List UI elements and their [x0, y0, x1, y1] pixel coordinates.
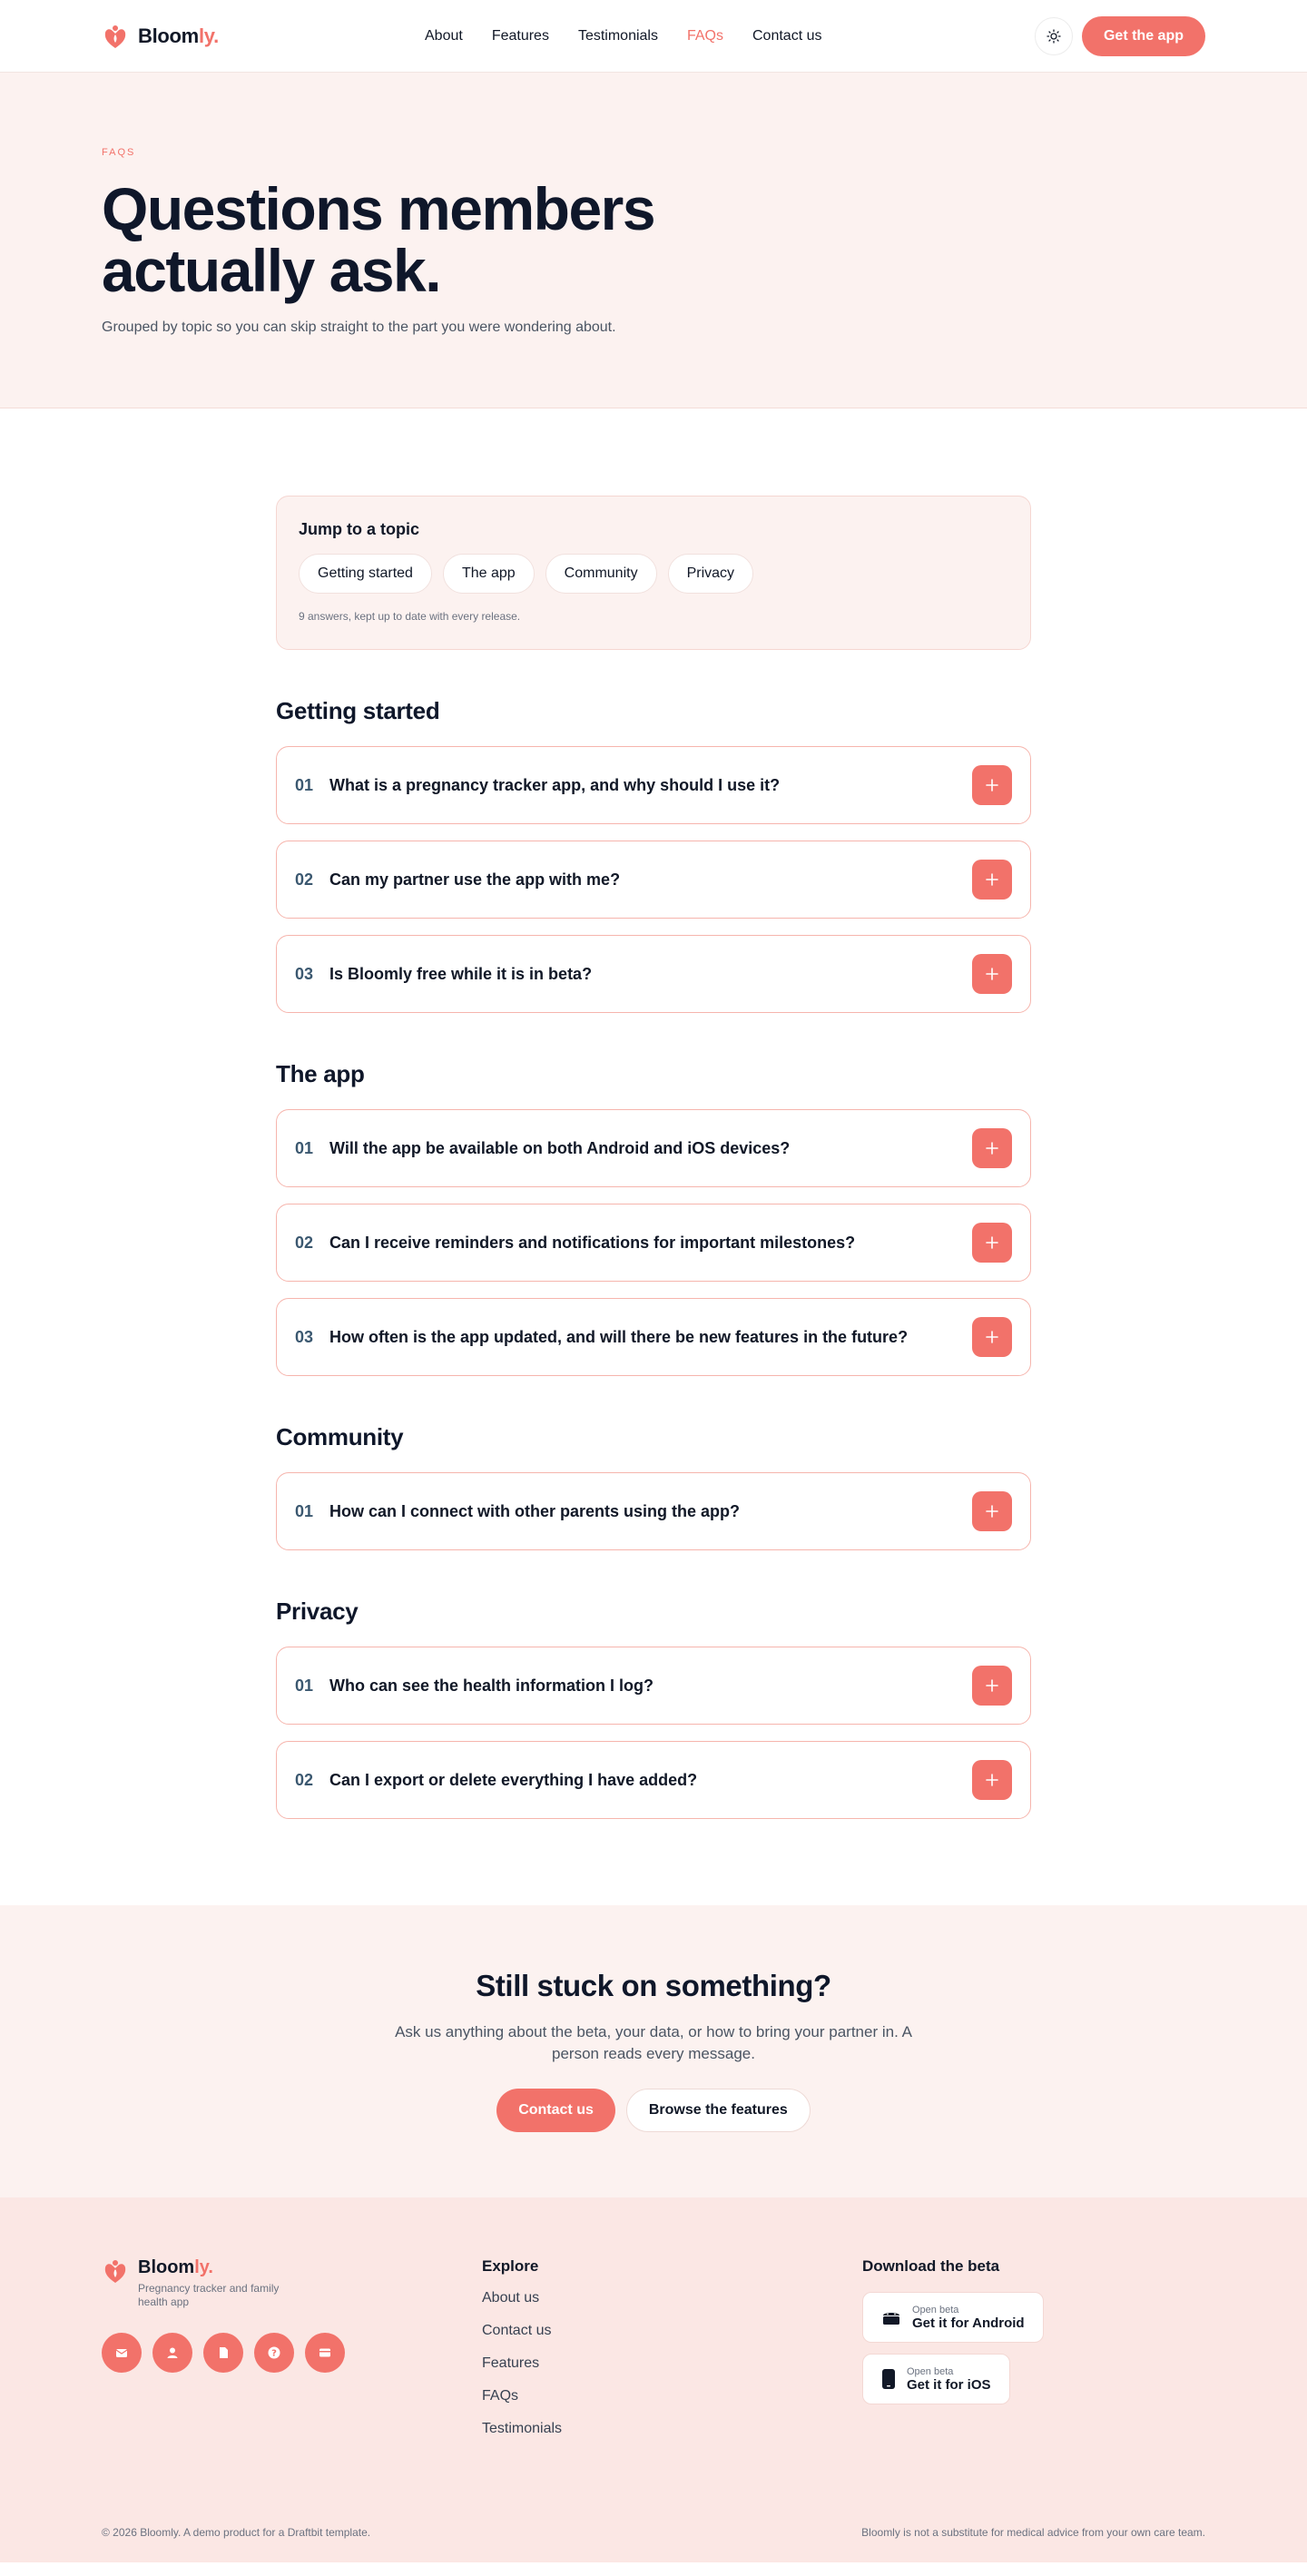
- faq-item[interactable]: [276, 1298, 1031, 1376]
- footer-link-about[interactable]: About us: [482, 2290, 540, 2306]
- footer-link-testimonials[interactable]: Testimonials: [482, 2421, 563, 2436]
- theme-toggle-button[interactable]: [1035, 17, 1073, 55]
- faq-number: 01: [295, 1676, 314, 1695]
- plus-icon: [986, 1236, 998, 1249]
- expand-button[interactable]: [972, 1317, 1012, 1357]
- faq-question: Can I receive reminders and notifications for important milestones?: [329, 1233, 856, 1252]
- nav-testimonials[interactable]: Testimonials: [577, 28, 658, 44]
- faq-question: Will the app be available on both Android and iOS devices?: [329, 1138, 791, 1157]
- faq-item[interactable]: [276, 1472, 1031, 1550]
- faq-question: Can I export or delete everything I have added?: [329, 1770, 698, 1789]
- faq-question: How often is the app updated, and will there be new features in the future?: [329, 1327, 909, 1346]
- chip-privacy[interactable]: Privacy: [668, 554, 753, 594]
- expand-button[interactable]: [972, 765, 1012, 805]
- plus-icon: [986, 968, 998, 980]
- faq-list: [276, 746, 1031, 1013]
- faq-group-title: The app: [276, 1060, 365, 1087]
- nav-contact[interactable]: Contact us: [752, 28, 822, 44]
- ios-small-label: Open beta: [907, 2365, 954, 2377]
- faq-question: What is a pregnancy tracker app, and why should I use it?: [329, 775, 781, 794]
- expand-button[interactable]: [972, 1128, 1012, 1168]
- chip-community[interactable]: Community: [545, 554, 657, 594]
- nav-about[interactable]: About: [425, 28, 463, 44]
- download-heading: Download the beta: [862, 2257, 1000, 2275]
- mail-icon: [114, 2345, 129, 2360]
- faq-number: 01: [295, 1501, 314, 1520]
- site-footer: [0, 2197, 1307, 2562]
- faq-number: 02: [295, 1233, 314, 1252]
- ios-label: Get it for iOS: [907, 2376, 991, 2393]
- browse-features-button[interactable]: Browse the features: [626, 2089, 811, 2132]
- android-label: Get it for Android: [912, 2315, 1025, 2331]
- bloomly-logo-icon: [102, 23, 129, 50]
- sun-icon: [1047, 29, 1061, 44]
- svg-text:?: ?: [271, 2348, 277, 2359]
- faq-number: 03: [295, 1327, 314, 1346]
- faq-item[interactable]: [276, 1109, 1031, 1187]
- android-icon: [881, 2308, 901, 2326]
- jump-note: 9 answers, kept up to date with every release.: [299, 610, 521, 623]
- social-links: [102, 2333, 482, 2373]
- medical-disclaimer: Bloomly is not a substitute for medical advice from your own care team.: [861, 2526, 1205, 2539]
- expand-button[interactable]: [972, 1491, 1012, 1531]
- android-small-label: Open beta: [912, 2304, 959, 2315]
- faq-item[interactable]: [276, 841, 1031, 919]
- expand-button[interactable]: [972, 954, 1012, 994]
- chip-the-app[interactable]: The app: [443, 554, 535, 594]
- hero-section: [0, 73, 1307, 408]
- page-title: Questions members actually ask.: [102, 175, 655, 304]
- plus-icon: [986, 779, 998, 791]
- faq-group-title: Getting started: [276, 697, 440, 724]
- user-icon: [165, 2345, 180, 2360]
- faq-number: 02: [295, 1770, 314, 1789]
- faq-group-title: Community: [276, 1423, 404, 1450]
- faq-item[interactable]: [276, 935, 1031, 1013]
- faq-question: Who can see the health information I log?: [329, 1676, 654, 1695]
- footer-link-features[interactable]: Features: [482, 2355, 540, 2371]
- faq-list: [276, 1472, 1031, 1550]
- hero-subtitle: Grouped by topic so you can skip straight to the part you were wondering about.: [102, 320, 616, 335]
- social-card[interactable]: [305, 2333, 345, 2373]
- faq-number: 01: [295, 775, 314, 794]
- faq-number: 03: [295, 964, 314, 983]
- cta-text: Ask us anything about the beta, your data, or how to bring your partner in. A person reads every message.: [395, 2023, 912, 2062]
- faq-group: [276, 697, 1031, 1013]
- chip-getting-started[interactable]: Getting started: [299, 554, 432, 594]
- expand-button[interactable]: [972, 1666, 1012, 1706]
- social-document[interactable]: [203, 2333, 243, 2373]
- plus-icon: [986, 873, 998, 886]
- explore-links: [482, 2288, 862, 2439]
- faq-list: [276, 1109, 1031, 1376]
- plus-icon: [986, 1774, 998, 1786]
- help-icon: [267, 2345, 281, 2360]
- faq-group: [276, 1060, 1031, 1376]
- document-icon: [216, 2345, 231, 2360]
- contact-cta-section: [0, 1905, 1307, 2197]
- faq-group: [276, 1598, 1031, 1819]
- faq-main: [276, 408, 1031, 1905]
- faq-question: Can my partner use the app with me?: [329, 870, 621, 889]
- expand-button[interactable]: [972, 860, 1012, 900]
- site-header: [0, 0, 1307, 73]
- footer-link-contact[interactable]: Contact us: [482, 2323, 552, 2338]
- android-download-button[interactable]: [862, 2292, 1044, 2343]
- faq-list: [276, 1647, 1031, 1819]
- ios-download-button[interactable]: [862, 2354, 1010, 2404]
- faq-group: [276, 1423, 1031, 1550]
- card-icon: [318, 2345, 332, 2360]
- faq-question: Is Bloomly free while it is in beta?: [329, 964, 593, 983]
- topic-chips: [299, 554, 1008, 594]
- plus-icon: [986, 1679, 998, 1692]
- cta-title: Still stuck on something?: [476, 1969, 831, 2002]
- footer-tagline: Pregnancy tracker and family health app: [138, 2282, 280, 2308]
- bloomly-logo-icon: [102, 2257, 129, 2285]
- faq-item[interactable]: [276, 746, 1031, 824]
- faq-item[interactable]: [276, 1741, 1031, 1819]
- footer-brand-name: Bloomly.: [138, 2257, 213, 2277]
- hero-eyebrow: FAQS: [102, 147, 136, 158]
- plus-icon: [986, 1142, 998, 1155]
- jump-title: Jump to a topic: [299, 520, 420, 538]
- social-user[interactable]: [152, 2333, 192, 2373]
- faq-question: How can I connect with other parents using the app?: [329, 1501, 741, 1520]
- faq-number: 02: [295, 870, 314, 889]
- plus-icon: [986, 1505, 998, 1518]
- faq-number: 01: [295, 1138, 314, 1157]
- footer-brand[interactable]: [102, 2257, 482, 2309]
- footer-link-faqs[interactable]: FAQs: [482, 2388, 519, 2404]
- faq-item[interactable]: [276, 1204, 1031, 1282]
- phone-icon: [881, 2368, 896, 2390]
- main-nav: [425, 0, 821, 73]
- nav-features[interactable]: Features: [491, 28, 549, 44]
- jump-to-topic-panel: [276, 496, 1031, 650]
- social-help[interactable]: [254, 2333, 294, 2373]
- social-mail[interactable]: [102, 2333, 142, 2373]
- explore-heading: Explore: [482, 2257, 539, 2275]
- expand-button[interactable]: [972, 1760, 1012, 1800]
- brand-name: Bloomly.: [138, 25, 219, 47]
- nav-faqs[interactable]: FAQs: [686, 28, 723, 44]
- expand-button[interactable]: [972, 1223, 1012, 1263]
- brand-logo[interactable]: [102, 23, 219, 50]
- contact-us-button[interactable]: Contact us: [496, 2089, 615, 2132]
- faq-group-title: Privacy: [276, 1598, 359, 1625]
- copyright: © 2026 Bloomly. A demo product for a Draftbit template.: [102, 2526, 371, 2539]
- faq-item[interactable]: [276, 1647, 1031, 1725]
- plus-icon: [986, 1331, 998, 1343]
- get-app-button[interactable]: Get the app: [1082, 16, 1205, 56]
